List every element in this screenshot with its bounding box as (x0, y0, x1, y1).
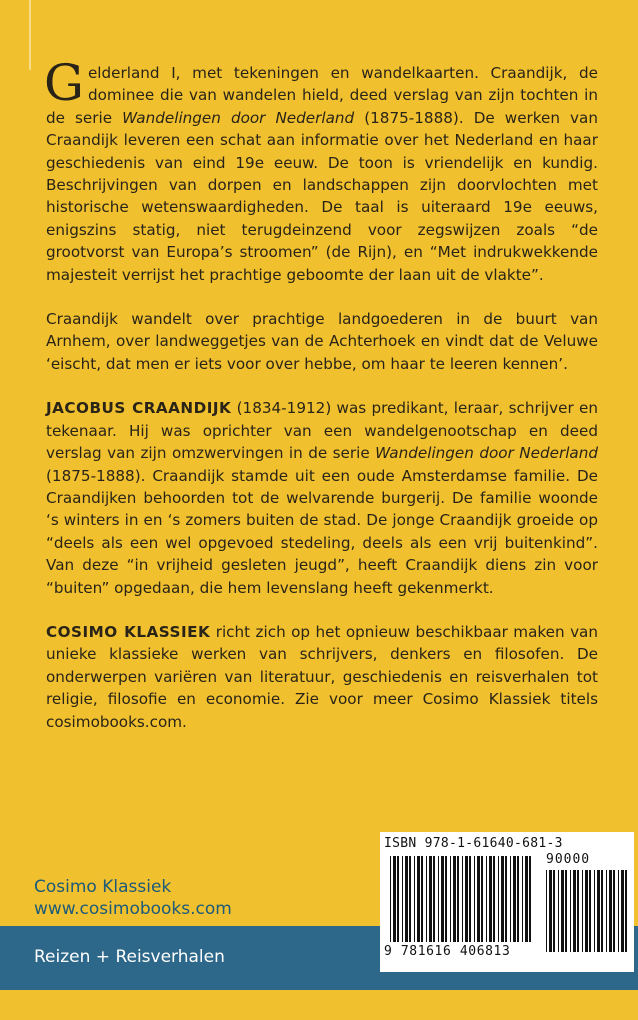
barcode-bar (397, 856, 399, 942)
barcode-bar (489, 856, 492, 942)
paragraph-text: (1875-1888). De werken van Craandijk leveren een schat aan informatie over het Nederland en haar geschiedenis van eind 19e eeuw. De toon is vriendelijk en kundig. Beschrijvingen van dorpen en landschappen zijn doorvlochten met historische wetenswaardigheden. De taal is uiteraard 19e eeuws, enigszins statig, niet terugdeinzend voor zegswijzen zoals “de grootvorst van Europa’s stroomen” (de Rijn), en “Met indrukwekkende majesteit verrijst het prachtige geboomte der laan uit de vlakte”. (46, 108, 598, 284)
publisher-url: www.cosimobooks.com (34, 899, 232, 919)
barcode-bar (601, 870, 603, 952)
barcode-bar (565, 870, 567, 952)
barcode-bar (594, 870, 595, 952)
barcode-bar (582, 870, 583, 952)
barcode-bar (553, 870, 555, 952)
barcode-bar (409, 856, 411, 942)
barcode-bar (613, 870, 615, 952)
barcode-bar (577, 870, 579, 952)
barcode-bar (474, 856, 475, 942)
barcode-bar (481, 856, 483, 942)
publisher-name: Cosimo Klassiek (34, 877, 172, 897)
author-name: JACOBUS CRAANDIJK (46, 399, 232, 418)
drop-cap: G (44, 54, 84, 112)
barcode-bar (517, 856, 519, 942)
barcode-bar (445, 856, 447, 942)
paragraph-walks: Craandijk wandelt over prachtige landgoederen in de buurt van Arnhem, over landweggetjes van de Achterhoek en vindt dat de Veluwe ‘eischt, dat men er iets voor over hebbe, om haar te leeren kennen’. (46, 310, 598, 373)
paragraph-text: (1834-1912) was predikant, leraar, schrijver en tekenaar. Hij was oprichter van een wandelgenootschap en deed verslag van zijn omzwervingen in de serie (46, 399, 598, 463)
barcode-bar (561, 870, 564, 952)
paragraph-text: (1875-1888). Craandijk stamde uit een oude Amsterdamse familie. De Craandijken behoorden tot de welvarende burgerij. De familie woonde ‘s winters in en ‘s zomers buiten de stad. De jonge Craandijk groeide op “deels als een wel opgevoed stedeling, deels als een vrij buitenkind”. Van deze “in vrijheid gesleten jeugd”, heeft Craandijk diens zin voor “buiten” opgedaan, die hem levenslang heeft gekenmerkt. (46, 466, 598, 597)
barcode-bar (414, 856, 415, 942)
barcode-bar (522, 856, 523, 942)
paragraph-text: elderland I, met tekeningen en wandelkaarten. Craandijk, de dominee die van wandelen hield, deed verslag van zijn tochten in de serie (46, 64, 598, 127)
barcode-bar (510, 856, 511, 942)
barcode-bar (450, 856, 451, 942)
barcode-bar (465, 856, 468, 942)
barcode-bar (570, 870, 571, 952)
barcode-bar (486, 856, 487, 942)
barcode-bar (417, 856, 420, 942)
barcode-bar (529, 856, 531, 942)
barcode-bar (493, 856, 495, 942)
barcode-bar (429, 856, 432, 942)
barcode-bar (558, 870, 559, 952)
barcode-bar (597, 870, 600, 952)
barcode-bar (501, 856, 504, 942)
barcode-bar (405, 856, 408, 942)
barcode-bar (606, 870, 607, 952)
barcode-bar (477, 856, 480, 942)
barcode-bar (609, 870, 612, 952)
barcode-bar (505, 856, 507, 942)
barcode-bar (618, 870, 619, 952)
barcode-bar (525, 856, 528, 942)
series-title: Wandelingen door Nederland (375, 444, 598, 463)
barcode-bar (426, 856, 427, 942)
barcode-bar (441, 856, 444, 942)
barcode-bar (433, 856, 435, 942)
barcode-bar (625, 870, 627, 952)
barcode-bar (438, 856, 439, 942)
isbn-label: ISBN 978-1-61640-681-3 (384, 836, 563, 851)
barcode-bar (513, 856, 516, 942)
barcode-bar (546, 870, 547, 952)
barcode-bar (402, 856, 403, 942)
barcode-bar (393, 856, 396, 942)
barcode-bar (498, 856, 499, 942)
category-label: Reizen + Reisverhalen (34, 947, 225, 967)
series-title: Wandelingen door Nederland (122, 108, 355, 127)
barcode-bar (549, 870, 552, 952)
barcode-bar (585, 870, 588, 952)
publisher-name-caps: COSIMO KLASSIEK (46, 622, 211, 641)
barcode-bar (462, 856, 463, 942)
barcode-bar (589, 870, 591, 952)
barcode-bar (421, 856, 423, 942)
barcode-bar (469, 856, 471, 942)
barcode-bar (457, 856, 459, 942)
price-add-on: 90000 (546, 852, 591, 867)
barcode-digits: 9 781616 406813 (384, 944, 511, 959)
barcode-bar (573, 870, 576, 952)
barcode-bar (621, 870, 624, 952)
barcode-bar (390, 856, 391, 942)
paragraph-text: richt zich op het opnieuw beschikbaar maken van unieke klassieke werken van schrijvers, denkers en filosofen. De onderwerpen variëren van literatuur, geschiedenis en reisverhalen tot religie, filosofie en economie. Zie voor meer Cosimo Klassiek titels cosimobooks.com. (46, 622, 598, 731)
barcode-bar (453, 856, 456, 942)
